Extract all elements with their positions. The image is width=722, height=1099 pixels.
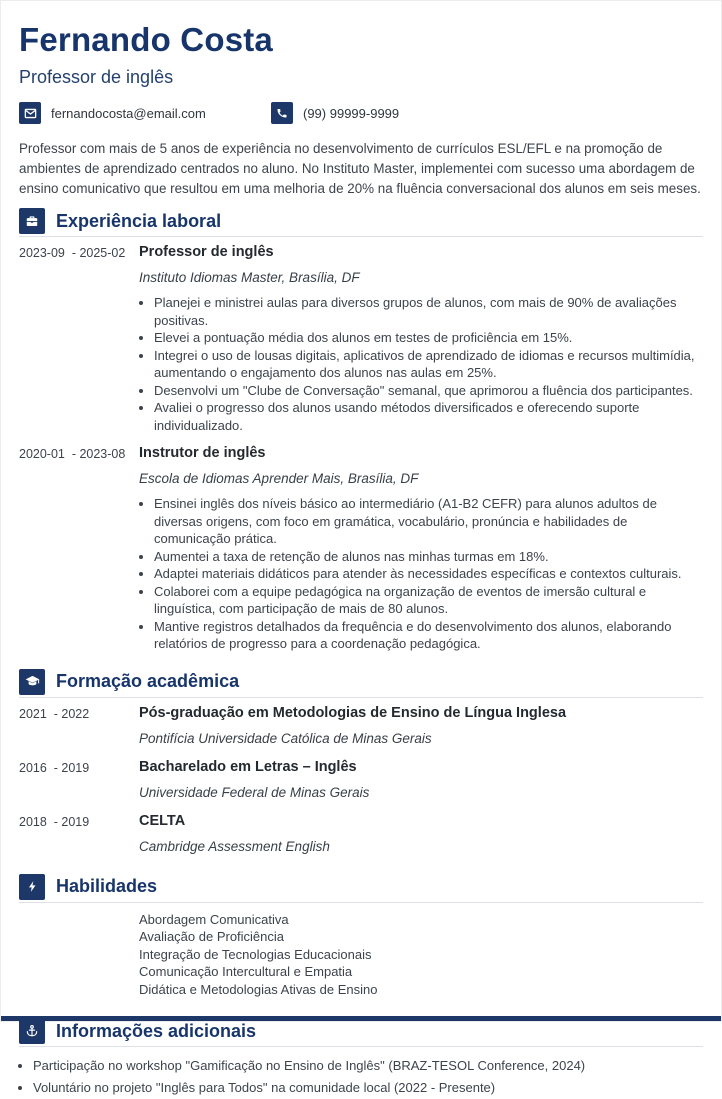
school-name: Pontifícia Universidade Católica de Minas Gerais — [139, 730, 432, 746]
skill-item: Comunicação Intercultural e Empatia — [139, 964, 353, 979]
phone-text: (99) 99999-9999 — [303, 105, 400, 121]
education-entry — [19, 812, 703, 856]
education-dates: 2021 - 2022 — [19, 706, 90, 721]
section-header-skills — [19, 874, 703, 903]
section-additional-info — [19, 1018, 703, 1099]
additional-info-item: • Voluntário no projeto "Inglês para Todos" na comunidade local (2022 - Presente) — [33, 1077, 703, 1099]
job-company: Escola de Idiomas Aprender Mais, Brasília, DF — [139, 471, 419, 486]
section-experience — [19, 208, 703, 653]
job-title: Professor de inglês — [139, 244, 274, 260]
graduation-cap-icon — [19, 669, 45, 695]
degree-title: Bacharelado em Letras – Inglês — [139, 758, 357, 775]
job-bullet-list — [139, 495, 703, 653]
contact-phone — [271, 102, 399, 124]
section-title-education: Formação acadêmica — [56, 671, 240, 691]
job-company: Instituto Idiomas Master, Brasília, DF — [139, 270, 360, 285]
skill-item: Avaliação de Proficiência — [139, 929, 285, 944]
school-name: Cambridge Assessment English — [139, 838, 330, 854]
section-education — [19, 669, 703, 856]
education-details — [139, 704, 703, 748]
job-bullet: • Ensinei inglês dos níveis básico ao intermediário (A1-B2 CEFR) para alunos adultos de diversas origens, com foco em gramática, vocabulário, pronúncia e habilidades de comunicação prática. — [154, 495, 703, 548]
job-bullet-list — [139, 294, 703, 434]
experience-entry — [19, 444, 703, 653]
skill-item: Didática e Metodologias Ativas de Ensino — [139, 981, 378, 997]
education-entry — [19, 758, 703, 802]
experience-entry — [19, 243, 703, 434]
job-bullet: • Mantive registros detalhados da frequência e do desenvolvimento dos alunos, elaborando relatórios de progresso para a coordenação pedagógica. — [154, 618, 703, 653]
email-text: fernandocosta@email.com — [51, 105, 206, 121]
section-header-education — [19, 669, 703, 698]
summary-text: Professor com mais de 5 anos de experiência no desenvolvimento de currículos ESL/EFL e na promoção de ambientes de aprendizado centrados no aluno. No Instituto Master, implementei com sucesso uma abordagem de ensino comunicativo que resultou em uma melhoria de 20% na fluência conversacional dos alunos em seis meses. — [19, 141, 701, 196]
person-job-title: Professor de inglês — [19, 67, 174, 87]
job-bullet: • Adaptei materiais didáticos para atender às necessidades específicas e contextos culturais. — [154, 565, 703, 583]
email-icon — [19, 102, 41, 124]
job-bullet: • Aumentei a taxa de retenção de alunos nas minhas turmas em 18%. — [154, 548, 703, 566]
job-bullet: • Desenvolvi um "Clube de Conversação" semanal, que aprimorou a fluência dos participantes. — [154, 382, 703, 400]
person-name: Fernando Costa — [19, 21, 273, 58]
anchor-icon — [19, 1018, 45, 1044]
degree-title: CELTA — [139, 812, 186, 829]
additional-info-item: • Participação no workshop "Gamificação no Ensino de Inglês" (BRAZ-TESOL Conference, 2024) — [33, 1055, 703, 1077]
job-bullet: • Avaliei o progresso dos alunos usando métodos diversificados e oferecendo suporte individualizado. — [154, 399, 703, 434]
contact-row — [19, 102, 703, 124]
footer-accent-bar — [1, 1016, 721, 1021]
education-dates: 2018 - 2019 — [19, 814, 90, 829]
skill-item: Abordagem Comunicativa — [139, 911, 289, 927]
job-bullet: • Colaborei com a equipe pedagógica na organização de eventos de imersão cultural e linguística, com participação de mais de 80 alunos. — [154, 583, 703, 618]
additional-info-list — [19, 1055, 703, 1099]
section-skills — [19, 874, 703, 999]
experience-details — [139, 444, 703, 653]
briefcase-icon — [19, 208, 45, 234]
lightning-bolt-icon — [19, 874, 45, 900]
experience-dates: 2023-09 - 2025-02 — [19, 246, 126, 260]
section-title-skills: Habilidades — [56, 876, 158, 896]
education-entry — [19, 704, 703, 748]
skills-list — [139, 911, 703, 999]
job-bullet: • Integrei o uso de lousas digitais, aplicativos de aprendizado de idiomas e recursos multimídia, aumentando o engajamento dos alunos nas aulas em 25%. — [154, 347, 703, 382]
education-details — [139, 812, 703, 856]
degree-title: Pós-graduação em Metodologias de Ensino de Língua Inglesa — [139, 704, 567, 721]
section-title-additional-info: Informações adicionais — [56, 1020, 257, 1041]
job-bullet: • Planejei e ministrei aulas para diversos grupos de alunos, com mais de 90% de avaliações positivas. — [154, 294, 703, 329]
section-header-additional-info — [19, 1018, 703, 1047]
job-bullet: • Elevei a pontuação média dos alunos em testes de proficiência em 15%. — [154, 329, 703, 347]
experience-details — [139, 243, 703, 434]
skill-item: Integração de Tecnologias Educacionais — [139, 946, 372, 962]
school-name: Universidade Federal de Minas Gerais — [139, 784, 370, 800]
education-details — [139, 758, 703, 802]
contact-email — [19, 102, 271, 124]
section-header-experience — [19, 208, 703, 237]
job-title: Instrutor de inglês — [139, 445, 266, 461]
phone-icon — [271, 102, 293, 124]
section-title-experience: Experiência laboral — [56, 210, 222, 231]
education-dates: 2016 - 2019 — [19, 760, 90, 775]
experience-dates: 2020-01 - 2023-08 — [19, 447, 126, 461]
